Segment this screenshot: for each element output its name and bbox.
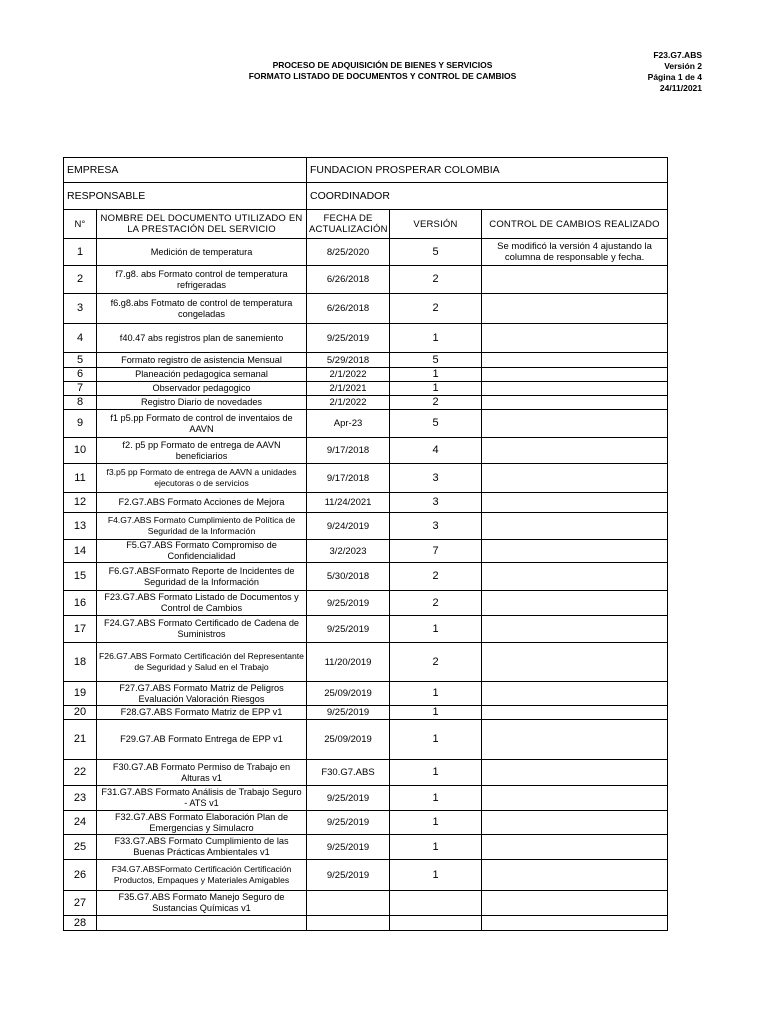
page-number: Página 1 de 4 <box>647 72 702 82</box>
empresa-value: FUNDACION PROSPERAR COLOMBIA <box>307 158 668 183</box>
version-number: 1 <box>390 706 482 720</box>
version-number: 1 <box>390 682 482 706</box>
change-description <box>482 382 668 396</box>
document-name: f40.47 abs registros plan de sanemiento <box>97 324 307 353</box>
table-row <box>64 835 668 860</box>
table-row <box>64 916 668 931</box>
col-header-date: FECHA DE ACTUALIZACIÓN <box>307 210 390 239</box>
version-number: 4 <box>390 438 482 464</box>
table-row <box>64 563 668 591</box>
responsable-row <box>64 183 668 210</box>
col-header-name: NOMBRE DEL DOCUMENTO UTILIZADO EN LA PRESTACIÓN DEL SERVICIO <box>97 210 307 239</box>
responsable-label: RESPONSABLE <box>67 189 146 202</box>
update-date: 6/26/2018 <box>307 294 390 324</box>
document-name: Planeación pedagogica semanal <box>97 368 307 382</box>
row-number: 26 <box>64 860 97 891</box>
table-row <box>64 860 668 891</box>
row-number: 24 <box>64 811 97 835</box>
version-number: 1 <box>390 382 482 396</box>
table-row <box>64 493 668 513</box>
change-description <box>482 760 668 786</box>
update-date: 2/1/2021 <box>307 382 390 396</box>
update-date: 9/25/2019 <box>307 706 390 720</box>
document-name: F5.G7.ABS Formato Compromiso de Confidencialidad <box>97 540 307 563</box>
table-row <box>64 760 668 786</box>
change-description: Se modificó la versión 4 ajustando la columna de responsable y fecha. <box>482 239 668 266</box>
change-description <box>482 353 668 368</box>
version-number: 1 <box>390 860 482 891</box>
version-number: 1 <box>390 324 482 353</box>
table-row <box>64 513 668 540</box>
table-row <box>64 643 668 682</box>
update-date: 2/1/2022 <box>307 396 390 410</box>
responsable-label-cell <box>64 183 307 210</box>
update-date: 2/1/2022 <box>307 368 390 382</box>
change-description <box>482 464 668 493</box>
update-date <box>307 891 390 916</box>
version-number: 1 <box>390 760 482 786</box>
row-number: 13 <box>64 513 97 540</box>
row-number: 8 <box>64 396 97 410</box>
change-description <box>482 563 668 591</box>
document-name: F33.G7.ABS Formato Cumplimiento de las Buenas Prácticas Ambientales v1 <box>97 835 307 860</box>
version-number: 1 <box>390 835 482 860</box>
version-number: 5 <box>390 239 482 266</box>
version-number: 1 <box>390 811 482 835</box>
update-date: 5/30/2018 <box>307 563 390 591</box>
version-number: 3 <box>390 493 482 513</box>
change-description <box>482 643 668 682</box>
version-number: 2 <box>390 591 482 616</box>
row-number: 17 <box>64 616 97 643</box>
update-date: 25/09/2019 <box>307 682 390 706</box>
change-description <box>482 493 668 513</box>
update-date: 9/25/2019 <box>307 786 390 811</box>
row-number: 20 <box>64 706 97 720</box>
change-description <box>482 396 668 410</box>
row-number: 10 <box>64 438 97 464</box>
documents-table <box>63 157 668 931</box>
change-description <box>482 706 668 720</box>
document-name: F30.G7.AB Formato Permiso de Trabajo en Alturas v1 <box>97 760 307 786</box>
change-description <box>482 591 668 616</box>
document-meta <box>648 50 702 94</box>
document-name: f7.g8. abs Formato control de temperatura refrigeradas <box>97 266 307 294</box>
document-name: F28.G7.ABS Formato Matriz de EPP v1 <box>97 706 307 720</box>
document-name: Medición de temperatura <box>97 239 307 266</box>
table-row <box>64 382 668 396</box>
update-date <box>307 916 390 931</box>
version-number: 3 <box>390 513 482 540</box>
document-name: Registro Diario de novedades <box>97 396 307 410</box>
empresa-row <box>64 158 668 183</box>
version-number: 5 <box>390 353 482 368</box>
row-number: 4 <box>64 324 97 353</box>
row-number: 11 <box>64 464 97 493</box>
row-number: 6 <box>64 368 97 382</box>
row-number: 23 <box>64 786 97 811</box>
row-number: 15 <box>64 563 97 591</box>
version-number: 7 <box>390 540 482 563</box>
update-date: 9/25/2019 <box>307 835 390 860</box>
update-date: 9/17/2018 <box>307 438 390 464</box>
row-number: 1 <box>64 239 97 266</box>
row-number: 25 <box>64 835 97 860</box>
update-date: 11/20/2019 <box>307 643 390 682</box>
table-row <box>64 410 668 438</box>
change-description <box>482 811 668 835</box>
change-description <box>482 513 668 540</box>
table-row <box>64 438 668 464</box>
row-number: 16 <box>64 591 97 616</box>
col-header-changes: CONTROL DE CAMBIOS REALIZADO <box>482 210 668 239</box>
update-date: 9/24/2019 <box>307 513 390 540</box>
change-description <box>482 891 668 916</box>
row-number: 12 <box>64 493 97 513</box>
update-date: 6/26/2018 <box>307 266 390 294</box>
document-name: f3.p5 pp Formato de entrega de AAVN a unidades ejecutoras o de servicios <box>97 464 307 493</box>
row-number: 18 <box>64 643 97 682</box>
document-name: F34.G7.ABSFormato Certificación Certificación Productos, Empaques y Materiales Amigables <box>97 860 307 891</box>
table-row <box>64 353 668 368</box>
change-description <box>482 540 668 563</box>
version-number: 2 <box>390 294 482 324</box>
row-number: 28 <box>64 916 97 931</box>
change-description <box>482 266 668 294</box>
update-date: 11/24/2021 <box>307 493 390 513</box>
document-name: F29.G7.AB Formato Entrega de EPP v1 <box>97 720 307 760</box>
row-number: 2 <box>64 266 97 294</box>
document-name <box>97 916 307 931</box>
change-description <box>482 438 668 464</box>
change-description <box>482 616 668 643</box>
column-header-row <box>64 210 668 239</box>
document-title <box>180 60 585 82</box>
change-description <box>482 410 668 438</box>
update-date: 9/25/2019 <box>307 616 390 643</box>
table-row <box>64 368 668 382</box>
title-line-2: FORMATO LISTADO DE DOCUMENTOS Y CONTROL DE CAMBIOS <box>248 71 517 81</box>
change-description <box>482 368 668 382</box>
update-date: 25/09/2019 <box>307 720 390 760</box>
document-name: F32.G7.ABS Formato Elaboración Plan de Emergencias y Simulacro <box>97 811 307 835</box>
change-description <box>482 294 668 324</box>
update-date: 9/25/2019 <box>307 811 390 835</box>
version-number <box>390 916 482 931</box>
row-number: 19 <box>64 682 97 706</box>
document-name: f2. p5 pp Formato de entrega de AAVN beneficiarios <box>97 438 307 464</box>
table-row <box>64 239 668 266</box>
change-description <box>482 720 668 760</box>
row-number: 7 <box>64 382 97 396</box>
document-name: F23.G7.ABS Formato Listado de Documentos y Control de Cambios <box>97 591 307 616</box>
table-row <box>64 682 668 706</box>
document-name: F2.G7.ABS Formato Acciones de Mejora <box>97 493 307 513</box>
update-date: 5/29/2018 <box>307 353 390 368</box>
update-date: 9/17/2018 <box>307 464 390 493</box>
version-number: 1 <box>390 786 482 811</box>
row-number: 3 <box>64 294 97 324</box>
version-number: 2 <box>390 396 482 410</box>
version-number: 1 <box>390 368 482 382</box>
change-description <box>482 682 668 706</box>
document-version: Versión 2 <box>664 61 702 71</box>
document-name: F31.G7.ABS Formato Análisis de Trabajo Seguro - ATS v1 <box>97 786 307 811</box>
table-row <box>64 540 668 563</box>
version-number: 2 <box>390 643 482 682</box>
change-description <box>482 860 668 891</box>
version-number: 5 <box>390 410 482 438</box>
update-date: Apr-23 <box>307 410 390 438</box>
version-number: 1 <box>390 616 482 643</box>
update-date: 8/25/2020 <box>307 239 390 266</box>
table-row <box>64 294 668 324</box>
change-description <box>482 324 668 353</box>
table-row <box>64 706 668 720</box>
update-date: 3/2/2023 <box>307 540 390 563</box>
document-name: f6.g8.abs Fotmato de control de temperatura congeladas <box>97 294 307 324</box>
responsable-value: COORDINADOR <box>307 183 668 210</box>
version-number: 3 <box>390 464 482 493</box>
row-number: 9 <box>64 410 97 438</box>
table-row <box>64 616 668 643</box>
row-number: 22 <box>64 760 97 786</box>
document-name: Formato registro de asistencia Mensual <box>97 353 307 368</box>
version-number: 1 <box>390 720 482 760</box>
change-description <box>482 786 668 811</box>
update-date: F30.G7.ABS <box>307 760 390 786</box>
document-name: F4.G7.ABS Formato Cumplimiento de Política de Seguridad de la Información <box>97 513 307 540</box>
table-row <box>64 324 668 353</box>
row-number: 5 <box>64 353 97 368</box>
update-date: 9/25/2019 <box>307 860 390 891</box>
table-row <box>64 720 668 760</box>
title-line-1: PROCESO DE ADQUISICIÓN DE BIENES Y SERVICIOS <box>272 60 493 70</box>
update-date: 9/25/2019 <box>307 591 390 616</box>
document-date: 24/11/2021 <box>659 83 702 93</box>
document-name: f1 p5.pp Formato de control de inventaios de AAVN <box>97 410 307 438</box>
version-number: 2 <box>390 563 482 591</box>
version-number <box>390 891 482 916</box>
row-number: 21 <box>64 720 97 760</box>
row-number: 14 <box>64 540 97 563</box>
document-name: F26.G7.ABS Formato Certificación del Representante de Seguridad y Salud en el Trabajo <box>97 643 307 682</box>
empresa-label: EMPRESA <box>67 163 119 176</box>
document-name: F6.G7.ABSFormato Reporte de Incidentes de Seguridad de la Información <box>97 563 307 591</box>
change-description <box>482 916 668 931</box>
document-code: F23.G7.ABS <box>653 50 702 60</box>
table-row <box>64 811 668 835</box>
version-number: 2 <box>390 266 482 294</box>
table-row <box>64 786 668 811</box>
col-header-version: VERSIÓN <box>390 210 482 239</box>
change-description <box>482 835 668 860</box>
document-name: F35.G7.ABS Formato Manejo Seguro de Sustancias Químicas v1 <box>97 891 307 916</box>
empresa-label-cell <box>64 158 307 183</box>
document-name: Observador pedagogico <box>97 382 307 396</box>
table-row <box>64 591 668 616</box>
row-number: 27 <box>64 891 97 916</box>
table-row <box>64 891 668 916</box>
update-date: 9/25/2019 <box>307 324 390 353</box>
document-name: F24.G7.ABS Formato Certificado de Cadena de Suministros <box>97 616 307 643</box>
col-header-num: N° <box>64 210 97 239</box>
table-row <box>64 464 668 493</box>
table-row <box>64 266 668 294</box>
table-row <box>64 396 668 410</box>
document-name: F27.G7.ABS Formato Matriz de Peligros Evaluación Valoración Riesgos <box>97 682 307 706</box>
